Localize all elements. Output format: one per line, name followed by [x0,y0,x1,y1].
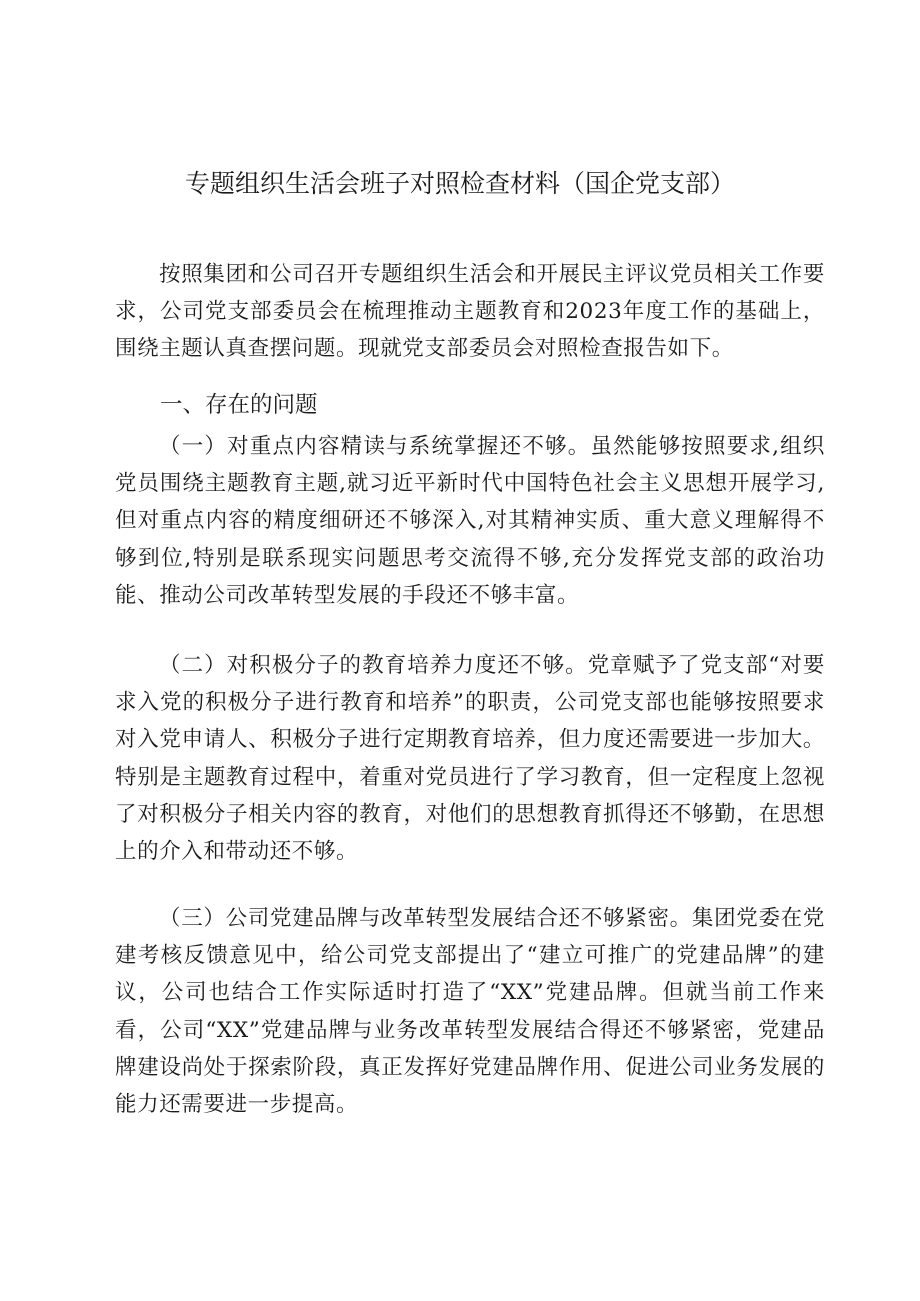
document-title: 专题组织生活会班子对照检查材料（国企党支部） [184,169,735,198]
issue-paragraph-2: （二）对积极分子的教育培养力度还不够。党章赋予了党支部“对要求入党的积极分子进行教育和培养”的职责，公司党支部也能够按照要求对入党申请人、积极分子进行定期教育培养，但力度还需要进一步加大。特别是主题教育过程中，着重对党员进行了学习教育，但一定程度上忽视了对积极分子相关内容的教育，对他们的思想教育抓得还不够勤，在思想上的介入和带动还不够。 [115,653,825,865]
issue-paragraph-1: （一）对重点内容精读与系统掌握还不够。虽然能够按照要求,组织党员围绕主题教育主题,就习近平新时代中国特色社会主义思想开展学习,但对重点内容的精度细研还不够深入,对其精神实质、重大意义理解得不够到位,特别是联系现实问题思考交流得不够,充分发挥党支部的政治功能、推动公司改革转型发展的手段还不够丰富。 [115,434,825,608]
intro-paragraph: 按照集团和公司召开专题组织生活会和开展民主评议党员相关工作要求，公司党支部委员会在梳理推动主题教育和2023年度工作的基础上，围绕主题认真查摆问题。现就党支部委员会对照检查报告如下。 [115,262,825,362]
section-heading-problems: 一、存在的问题 [160,392,318,418]
issue-paragraph-3: （三）公司党建品牌与改革转型发展结合还不够紧密。集团党委在党建考核反馈意见中，给公司党支部提出了“建立可推广的党建品牌”的建议，公司也结合工作实际适时打造了“XX”党建品牌。但就当前工作来看，公司“XX”党建品牌与业务改革转型发展结合得还不够紧密，党建品牌建设尚处于探索阶段，真正发挥好党建品牌作用、促进公司业务发展的能力还需要进一步提高。 [115,906,825,1118]
